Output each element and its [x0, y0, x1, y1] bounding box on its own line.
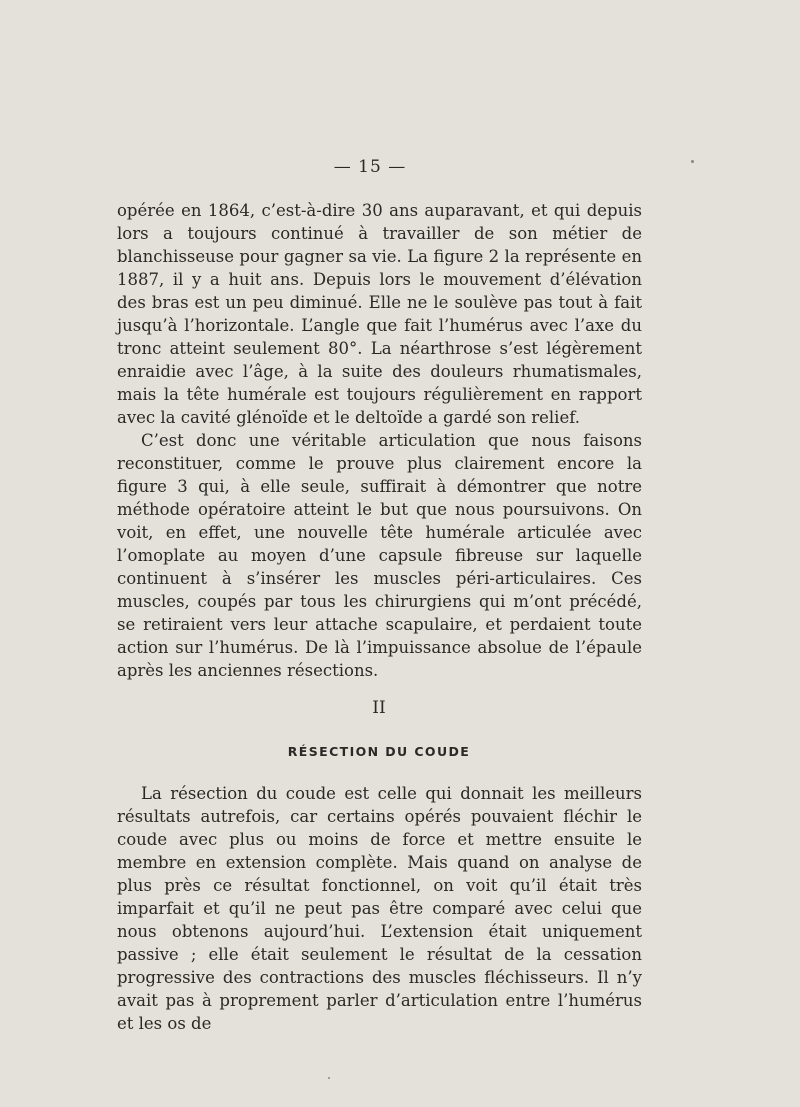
section-paragraph-1: La résection du coude est celle qui donnait les meilleurs résultats autrefois, car certains opérés pouvaient fléchir le coude avec plus ou moins de force et mettre ensuite le membre en extension complète. Mais quand on analyse de plus près ce résultat fonctionnel, on voit qu’il était très imparfait et qu’il ne peut pas être comparé avec celui que nous obtenons aujourd’hui. L’extension était uniquement passive ; elle était seulement le résultat de la cessation progressive des contractions des muscles fléchisseurs. Il n’y avait pas à proprement parler d’articulation entre l’humérus et les os de — [117, 784, 642, 1033]
paper-speck — [691, 160, 694, 163]
section-number: II — [372, 698, 386, 718]
body-text — [117, 199, 642, 682]
section-text — [117, 782, 642, 1035]
paragraph-2: C’est donc une véritable articulation que nous faisons reconstituer, comme le prouve plus clairement encore la figure 3 qui, à elle seule, suffirait à démontrer que notre méthode opératoire atteint le but que nous poursuivons. On voit, en effet, une nouvelle tête humérale articulée avec l’omoplate au moyen d’une capsule fibreuse sur laquelle continuent à s’insérer les muscles péri-articulaires. Ces muscles, coupés par tous les chirurgiens qui m’ont précédé, se retiraient vers leur attache scapulaire, et perdaient toute action sur l’humérus. De là l’impuissance absolue de l’épaule après les anciennes résections. — [117, 431, 642, 680]
paper-speck — [328, 1077, 330, 1079]
paragraph-1: opérée en 1864, c’est-à-dire 30 ans auparavant, et qui depuis lors a toujours continué à travailler de son métier de blanchisseuse pour gagner sa vie. La figure 2 la représente en 1887, il y a huit ans. Depuis lors le mouvement d’élévation des bras est un peu diminué. Elle ne le soulève pas tout à fait jusqu’à l’horizontale. L’angle que fait l’humérus avec l’axe du tronc atteint seulement 80°. La néarthrose s’est légèrement enraidie avec l’âge, à la suite des douleurs rhumatismales, mais la tête humérale est toujours régulièrement en rapport avec la cavité glénoïde et le deltoïde a gardé son relief. — [117, 201, 642, 427]
page-number: — 15 — — [333, 157, 407, 177]
section-title: RÉSECTION DU COUDE — [287, 744, 471, 759]
